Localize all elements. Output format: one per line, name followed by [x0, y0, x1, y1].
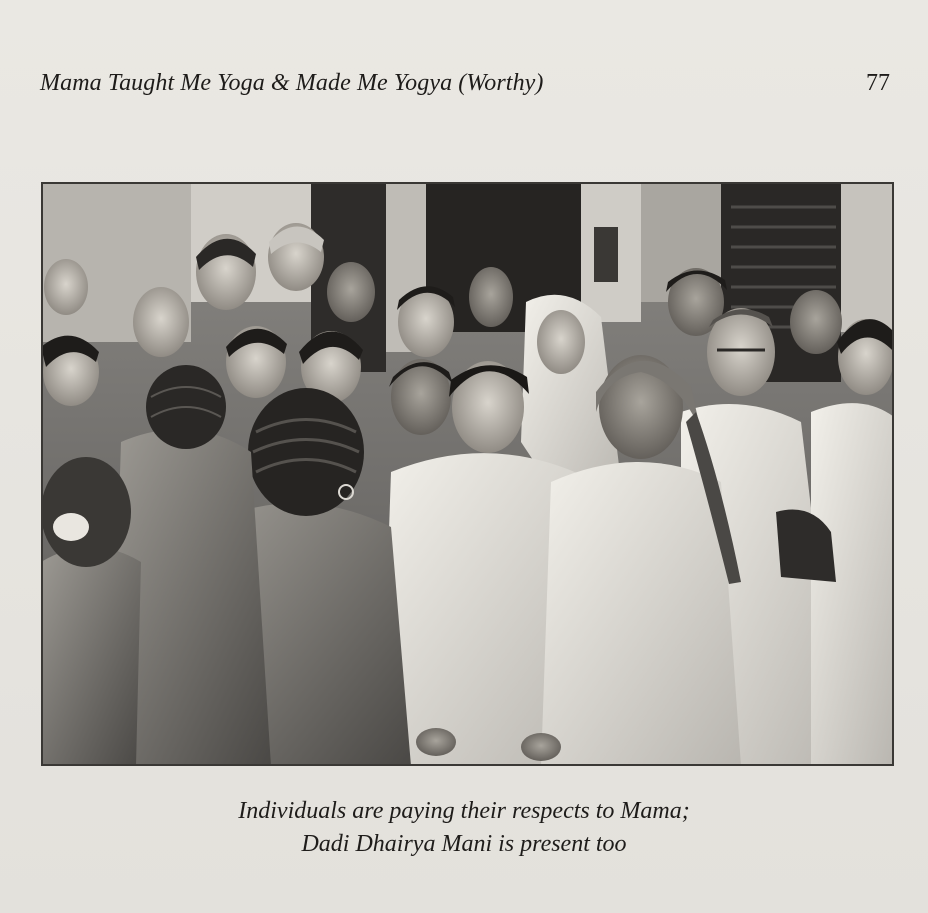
- caption-line-2: Dadi Dhairya Mani is present too: [301, 831, 627, 857]
- page-number: 77: [866, 70, 890, 96]
- figure-caption: [0, 795, 928, 861]
- running-head-title: Mama Taught Me Yoga & Made Me Yogya (Worthy): [40, 70, 544, 96]
- group-photograph: [41, 182, 894, 766]
- caption-line-1: Individuals are paying their respects to Mama;: [238, 798, 690, 824]
